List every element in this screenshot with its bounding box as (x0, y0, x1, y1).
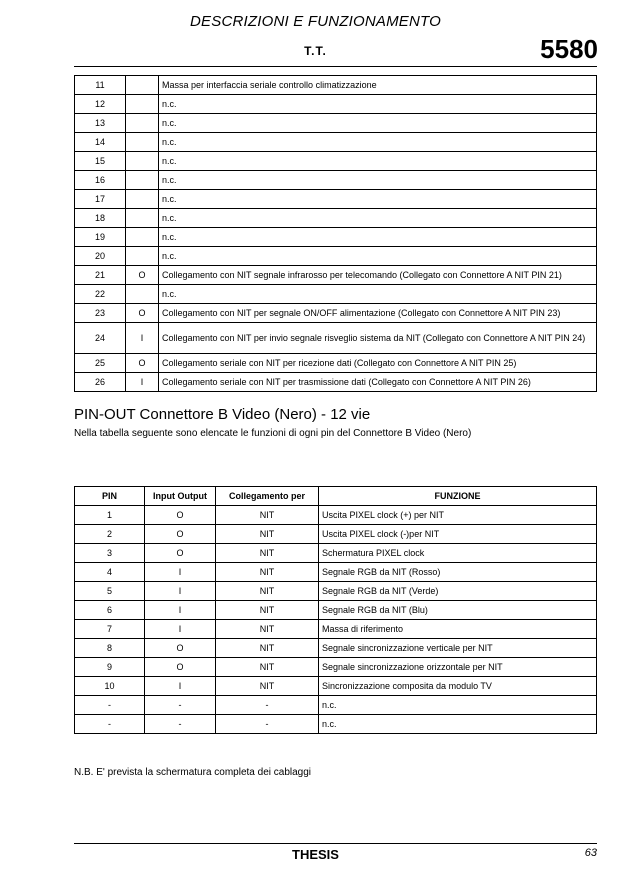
pin-cell: 26 (75, 373, 126, 392)
pin-cell: 24 (75, 323, 126, 354)
table-row (75, 639, 597, 658)
description-cell: Collegamento con NIT per invio segnale risveglio sistema da NIT (Collegato con Connettore A NIT PIN 24) (159, 323, 597, 354)
pin-cell: 1 (75, 506, 145, 525)
collegamento-cell: NIT (216, 658, 319, 677)
pin-cell: 5 (75, 582, 145, 601)
pin-cell: 12 (75, 95, 126, 114)
funzione-cell: Sincronizzazione composita da modulo TV (319, 677, 597, 696)
collegamento-cell: NIT (216, 601, 319, 620)
io-cell: I (145, 620, 216, 639)
table-row (75, 563, 597, 582)
io-cell (126, 228, 159, 247)
table-row (75, 601, 597, 620)
description-cell: Collegamento seriale con NIT per trasmissione dati (Collegato con Connettore A NIT PIN 26) (159, 373, 597, 392)
description-cell: n.c. (159, 209, 597, 228)
collegamento-cell: NIT (216, 506, 319, 525)
pin-cell: 20 (75, 247, 126, 266)
table-row (75, 323, 597, 354)
pin-cell: 3 (75, 544, 145, 563)
table-row (75, 677, 597, 696)
funzione-cell: Segnale RGB da NIT (Verde) (319, 582, 597, 601)
table-row (75, 285, 597, 304)
pin-cell: 19 (75, 228, 126, 247)
description-cell: Collegamento con NIT segnale infrarosso per telecomando (Collegato con Connettore A NIT PIN 21) (159, 266, 597, 285)
table-row (75, 696, 597, 715)
table-row (75, 506, 597, 525)
description-cell: n.c. (159, 152, 597, 171)
pin-cell: 16 (75, 171, 126, 190)
page-number: 63 (584, 847, 597, 859)
header-funzione: FUNZIONE (319, 487, 597, 506)
section-title: PIN-OUT Connettore B Video (Nero) - 12 vie (74, 406, 371, 423)
funzione-cell: Segnale RGB da NIT (Rosso) (319, 563, 597, 582)
pin-cell: 17 (75, 190, 126, 209)
io-cell: I (145, 677, 216, 696)
section-description: Nella tabella seguente sono elencate le funzioni di ogni pin del Connettore B Video (Nero) (74, 428, 472, 439)
collegamento-cell: NIT (216, 677, 319, 696)
pin-cell: 6 (75, 601, 145, 620)
collegamento-cell: - (216, 696, 319, 715)
io-cell: O (145, 658, 216, 677)
io-cell: I (145, 582, 216, 601)
pinout-table-a (74, 75, 597, 392)
io-cell (126, 114, 159, 133)
table-row (75, 582, 597, 601)
table-row (75, 190, 597, 209)
io-cell: O (145, 506, 216, 525)
table-header-row (75, 487, 597, 506)
header-collegamento: Collegamento per (216, 487, 319, 506)
io-cell: - (145, 715, 216, 734)
description-cell: n.c. (159, 190, 597, 209)
description-cell: n.c. (159, 114, 597, 133)
io-cell (126, 171, 159, 190)
io-cell (126, 190, 159, 209)
pinout-table-b-body (75, 506, 597, 734)
io-cell (126, 152, 159, 171)
table-row (75, 544, 597, 563)
pinout-table-b (74, 486, 597, 734)
table-row (75, 354, 597, 373)
io-cell (126, 76, 159, 95)
description-cell: n.c. (159, 133, 597, 152)
pin-cell: 9 (75, 658, 145, 677)
io-cell: I (126, 373, 159, 392)
model-number: 5580 (540, 34, 598, 64)
table-row (75, 715, 597, 734)
table-row (75, 209, 597, 228)
funzione-cell: Segnale sincronizzazione orizzontale per NIT (319, 658, 597, 677)
io-cell: - (145, 696, 216, 715)
pin-cell: 4 (75, 563, 145, 582)
description-cell: Collegamento con NIT per segnale ON/OFF alimentazione (Collegato con Connettore A NIT PIN 23) (159, 304, 597, 323)
funzione-cell: n.c. (319, 715, 597, 734)
collegamento-cell: NIT (216, 639, 319, 658)
table-row (75, 266, 597, 285)
description-cell: n.c. (159, 171, 597, 190)
funzione-cell: Schermatura PIXEL clock (319, 544, 597, 563)
description-cell: n.c. (159, 247, 597, 266)
funzione-cell: Segnale RGB da NIT (Blu) (319, 601, 597, 620)
table-row (75, 152, 597, 171)
pin-cell: 2 (75, 525, 145, 544)
pin-cell: 11 (75, 76, 126, 95)
table-row (75, 114, 597, 133)
io-cell: I (145, 563, 216, 582)
table-row (75, 247, 597, 266)
funzione-cell: Massa di riferimento (319, 620, 597, 639)
pin-cell: - (75, 715, 145, 734)
collegamento-cell: NIT (216, 544, 319, 563)
io-cell (126, 247, 159, 266)
pin-cell: 23 (75, 304, 126, 323)
pin-cell: 10 (75, 677, 145, 696)
pin-cell: 25 (75, 354, 126, 373)
io-cell (126, 95, 159, 114)
pin-cell: 14 (75, 133, 126, 152)
funzione-cell: Uscita PIXEL clock (-)per NIT (319, 525, 597, 544)
io-cell (126, 209, 159, 228)
collegamento-cell: NIT (216, 563, 319, 582)
funzione-cell: Segnale sincronizzazione verticale per NIT (319, 639, 597, 658)
io-cell (126, 133, 159, 152)
header-divider (74, 66, 597, 67)
collegamento-cell: NIT (216, 525, 319, 544)
collegamento-cell: NIT (216, 582, 319, 601)
description-cell: Massa per interfaccia seriale controllo climatizzazione (159, 76, 597, 95)
model-label: T.T. (304, 44, 327, 58)
description-cell: Collegamento seriale con NIT per ricezione dati (Collegato con Connettore A NIT PIN 25) (159, 354, 597, 373)
pin-cell: 15 (75, 152, 126, 171)
header-io: Input Output (145, 487, 216, 506)
table-row (75, 95, 597, 114)
pinout-table-a-body (75, 76, 597, 392)
footer-divider (74, 843, 597, 844)
pin-cell: 18 (75, 209, 126, 228)
collegamento-cell: NIT (216, 620, 319, 639)
pin-cell: 21 (75, 266, 126, 285)
page-title: DESCRIZIONI E FUNZIONAMENTO (190, 13, 441, 30)
note: N.B. E' prevista la schermatura completa dei cablaggi (74, 767, 312, 778)
io-cell: I (145, 601, 216, 620)
io-cell: O (126, 354, 159, 373)
table-row (75, 658, 597, 677)
io-cell: O (126, 266, 159, 285)
description-cell: n.c. (159, 228, 597, 247)
funzione-cell: n.c. (319, 696, 597, 715)
io-cell: O (145, 544, 216, 563)
table-row (75, 373, 597, 392)
table-row (75, 171, 597, 190)
io-cell: O (126, 304, 159, 323)
io-cell (126, 285, 159, 304)
pin-cell: - (75, 696, 145, 715)
table-row (75, 620, 597, 639)
io-cell: O (145, 525, 216, 544)
footer-brand: THESIS (292, 847, 339, 862)
funzione-cell: Uscita PIXEL clock (+) per NIT (319, 506, 597, 525)
table-row (75, 133, 597, 152)
description-cell: n.c. (159, 95, 597, 114)
collegamento-cell: - (216, 715, 319, 734)
pin-cell: 13 (75, 114, 126, 133)
header-pin: PIN (75, 487, 145, 506)
table-row (75, 76, 597, 95)
pin-cell: 8 (75, 639, 145, 658)
description-cell: n.c. (159, 285, 597, 304)
table-row (75, 304, 597, 323)
table-row (75, 228, 597, 247)
pin-cell: 7 (75, 620, 145, 639)
table-row (75, 525, 597, 544)
io-cell: I (126, 323, 159, 354)
pin-cell: 22 (75, 285, 126, 304)
io-cell: O (145, 639, 216, 658)
